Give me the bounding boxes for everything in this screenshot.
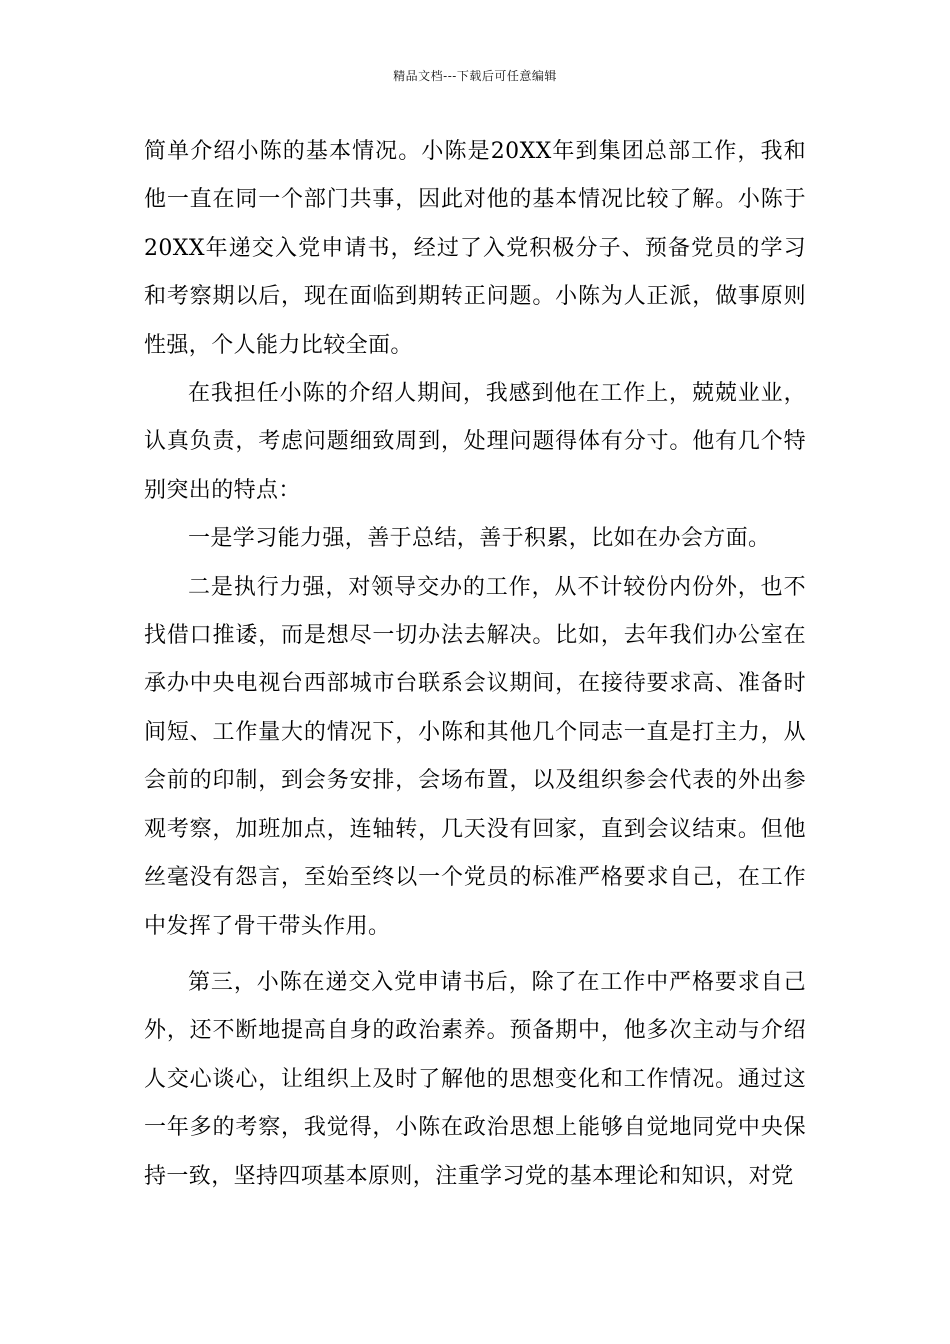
document-body	[144, 128, 806, 1201]
page-header: 精品文档---下载后可任意编辑	[393, 69, 557, 83]
paragraph-point-one: 一是学习能力强，善于总结，善于积累，比如在办会方面。	[188, 526, 771, 552]
paragraph-introducer-observations: 在我担任小陈的介绍人期间，我感到他在工作上，兢兢业业，认真负责，考虑问题细致周到，处理问题得体有分寸。他有几个特别突出的特点：	[144, 381, 806, 503]
paragraph-point-two: 二是执行力强，对领导交办的工作，从不计较份内份外，也不找借口推诿，而是想尽一切办法去解决。比如，去年我们办公室在承办中央电视台西部城市台联系会议期间，在接待要求高、准备时间短、工作量大的情况下，小陈和其他几个同志一直是打主力，从会前的印制，到会务安排，会场布置，以及组织参会代表的外出参观考察，加班加点，连轴转，几天没有回家，直到会议结束。但他丝毫没有怨言，至始至终以一个党员的标准严格要求自己，在工作中发挥了骨干带头作用。	[144, 574, 806, 939]
paragraph-intro: 简单介绍小陈的基本情况。小陈是20XX年到集团总部工作，我和他一直在同一个部门共事，因此对他的基本情况比较了解。小陈于20XX年递交入党申请书，经过了入党积极分子、预备党员的学习和考察期以后，现在面临到期转正问题。小陈为人正派，做事原则性强，个人能力比较全面。	[144, 139, 806, 358]
paragraph-point-three: 第三，小陈在递交入党申请书后，除了在工作中严格要求自己外，还不断地提高自身的政治素养。预备期中，他多次主动与介绍人交心谈心，让组织上及时了解他的思想变化和工作情况。通过这一年多的考察，我觉得，小陈在政治思想上能够自觉地同党中央保持一致，坚持四项基本原则，注重学习党的基本理论和知识，对党	[144, 969, 806, 1189]
